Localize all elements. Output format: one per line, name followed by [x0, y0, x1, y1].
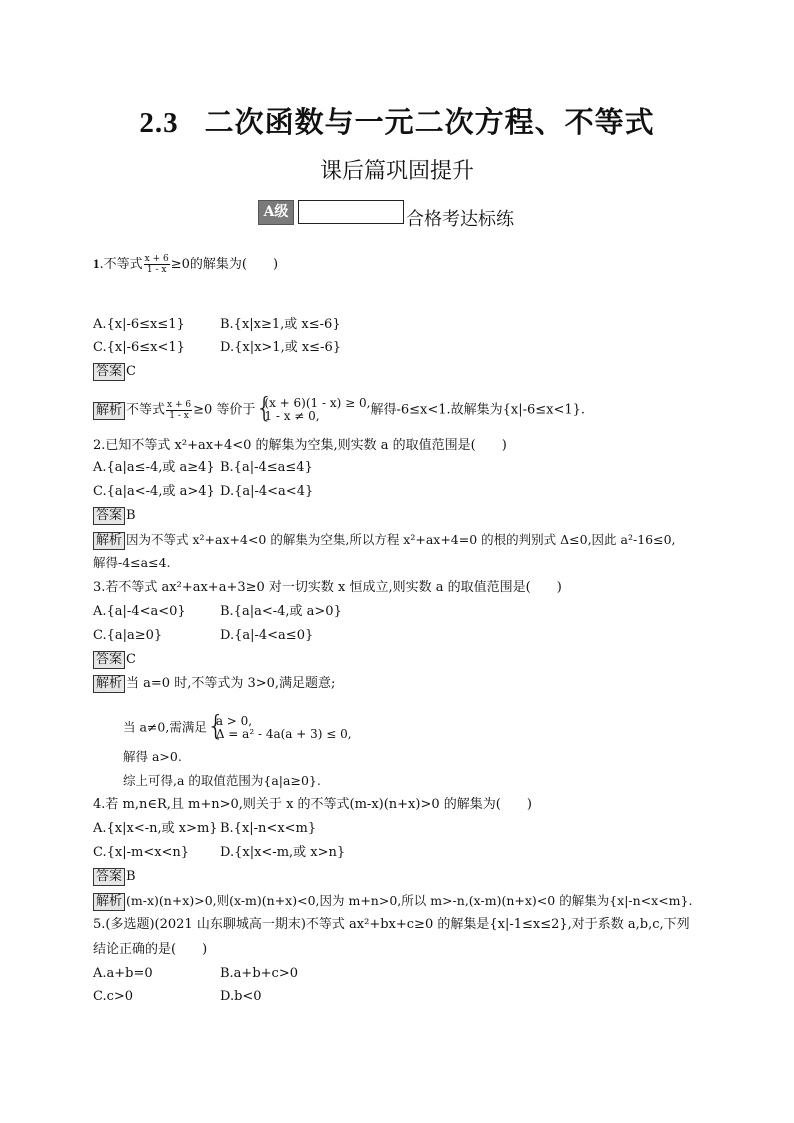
q5-option-d: D.b<0 — [220, 989, 262, 1004]
section-subtitle: 课后篇巩固提升 — [319, 159, 474, 184]
question-5-stem-line-2: 结论正确的是( ) — [93, 942, 208, 957]
q1-equation-system — [255, 391, 371, 424]
q3-answer — [93, 651, 136, 669]
answer-label: 答案 — [93, 507, 125, 525]
fraction-denominator: 1 - x — [146, 265, 167, 275]
q5-option-b: B.a+b+c>0 — [220, 966, 298, 981]
q3-analysis-line-1: 当 a=0 时,不等式为 3>0,满足题意; — [126, 676, 336, 691]
section-title-text: 二次函数与一元二次方程、不等式 — [204, 105, 655, 139]
answer-label: 答案 — [93, 363, 125, 381]
level-row — [258, 197, 558, 229]
left-brace: { — [255, 391, 274, 424]
q4-analysis-line-1: (m-x)(n+x)>0,则(x-m)(n+x)<0,因为 m+n>0,所以 m>-n,(x-m)(n+x)<0 的解集为{x|-n<x<m}. — [126, 893, 693, 908]
q3-option-c: C.{a|a≥0} — [93, 628, 163, 643]
q1-analysis — [93, 391, 586, 424]
fraction-numerator: x + 6 — [167, 399, 192, 410]
q3-analysis-line-3: 解得 a>0. — [123, 749, 182, 764]
question-5-stem-line-1: 5.(多选题)(2021 山东聊城高一期末)不等式 ax²+bx+c≥0 的解集是{x|-1≤x≤2},对于系数 a,b,c,下列 — [93, 917, 690, 932]
system-row-2: Δ = a² - 4a(a + 3) ≤ 0, — [215, 727, 352, 741]
q1-option-a: A.{x|-6≤x≤1} — [93, 317, 185, 332]
question-1-stem-b: ≥0的解集为( ) — [170, 257, 279, 272]
q2-analysis-line-2: 解得-4≤a≤4. — [93, 555, 171, 570]
q2-option-c: C.{a|a<-4,或 a>4} — [93, 484, 215, 499]
fraction-denominator: 1 - x — [169, 410, 189, 421]
q3-analysis-line-2 — [123, 709, 352, 742]
question-1-fraction — [144, 254, 170, 275]
question-4-stem: 4.若 m,n∈R,且 m+n>0,则关于 x 的不等式(m-x)(n+x)>0 的解集为( ) — [93, 797, 532, 812]
left-brace: { — [206, 709, 225, 742]
q4-option-c: C.{x|-m<x<n} — [93, 845, 190, 860]
q4-answer — [93, 868, 136, 886]
q2-option-d: D.{a|-4<a<4} — [220, 484, 314, 499]
q3-analysis-line-2-text: 当 a≠0,需满足 — [123, 719, 207, 735]
q3-answer-value: C — [126, 652, 136, 667]
question-1-stem — [93, 254, 278, 275]
q3-option-b: B.{a|a<-4,或 a>0} — [220, 604, 342, 619]
q1-analysis-b: ≥0 等价于 — [193, 402, 256, 418]
q3-analysis-line-4: 综上可得,a 的取值范围为{a|a≥0}. — [123, 773, 321, 788]
q2-option-a: A.{a|a≤-4,或 a≥4} — [93, 460, 215, 475]
q2-answer-value: B — [126, 508, 136, 523]
answer-label: 答案 — [93, 868, 125, 886]
q2-analysis-line-1: 因为不等式 x²+ax+4<0 的解集为空集,所以方程 x²+ax+4=0 的根的判别式 Δ≤0,因此 a²-16≤0, — [126, 532, 676, 547]
q3-option-d: D.{a|-4<a≤0} — [220, 628, 314, 643]
q2-option-b: B.{a|-4≤a≤4} — [220, 460, 313, 475]
q1-option-d: D.{x|x>1,或 x≤-6} — [220, 340, 341, 355]
question-3-stem: 3.若不等式 ax²+ax+a+3≥0 对一切实数 x 恒成立,则实数 a 的取值范围是( ) — [93, 580, 562, 595]
level-text: 合格考达标练 — [406, 209, 514, 230]
q5-option-a: A.a+b=0 — [93, 966, 153, 981]
question-2-stem: 2.已知不等式 x²+ax+4<0 的解集为空集,则实数 a 的取值范围是( ) — [93, 438, 507, 453]
q4-analysis — [93, 892, 692, 911]
analysis-label: 解析 — [93, 893, 125, 911]
analysis-label: 解析 — [93, 402, 125, 420]
system-row-1: (x + 6)(1 - x) ≥ 0, — [264, 396, 371, 410]
q1-analysis-fraction — [166, 400, 192, 421]
q1-option-c: C.{x|-6≤x<1} — [93, 340, 185, 355]
q1-answer — [93, 363, 136, 381]
question-1-stem-a: .不等式 — [99, 257, 143, 272]
fraction-numerator: x + 6 — [144, 254, 169, 264]
q2-answer — [93, 507, 136, 525]
q3-equation-system — [206, 709, 352, 742]
question-1-number: 1 — [93, 256, 100, 271]
q4-answer-value: B — [126, 869, 136, 884]
level-badge: A级 — [258, 200, 294, 225]
q3-option-a: A.{a|-4<a<0} — [93, 604, 186, 619]
system-row-2: 1 - x ≠ 0, — [264, 409, 320, 423]
q5-option-c: C.c>0 — [93, 989, 134, 1004]
q1-analysis-c: 解得-6≤x<1.故解集为{x|-6≤x<1}. — [370, 402, 586, 418]
analysis-label: 解析 — [93, 532, 125, 550]
q1-analysis-a: 不等式 — [126, 402, 166, 418]
q2-analysis — [93, 531, 676, 550]
q4-option-d: D.{x|x<-m,或 x>n} — [220, 845, 346, 860]
section-title — [0, 100, 794, 141]
system-row-1: a > 0, — [215, 714, 253, 728]
section-number: 2.3 — [139, 107, 179, 139]
answer-label: 答案 — [93, 651, 125, 669]
level-blank-box — [298, 200, 404, 224]
q1-option-b: B.{x|x≥1,或 x≤-6} — [220, 317, 341, 332]
q4-option-b: B.{x|-n<x<m} — [220, 821, 317, 836]
q1-answer-value: C — [126, 364, 136, 379]
q3-analysis — [93, 675, 335, 693]
analysis-label: 解析 — [93, 675, 125, 693]
q4-option-a: A.{x|x<-n,或 x>m} — [93, 821, 218, 836]
